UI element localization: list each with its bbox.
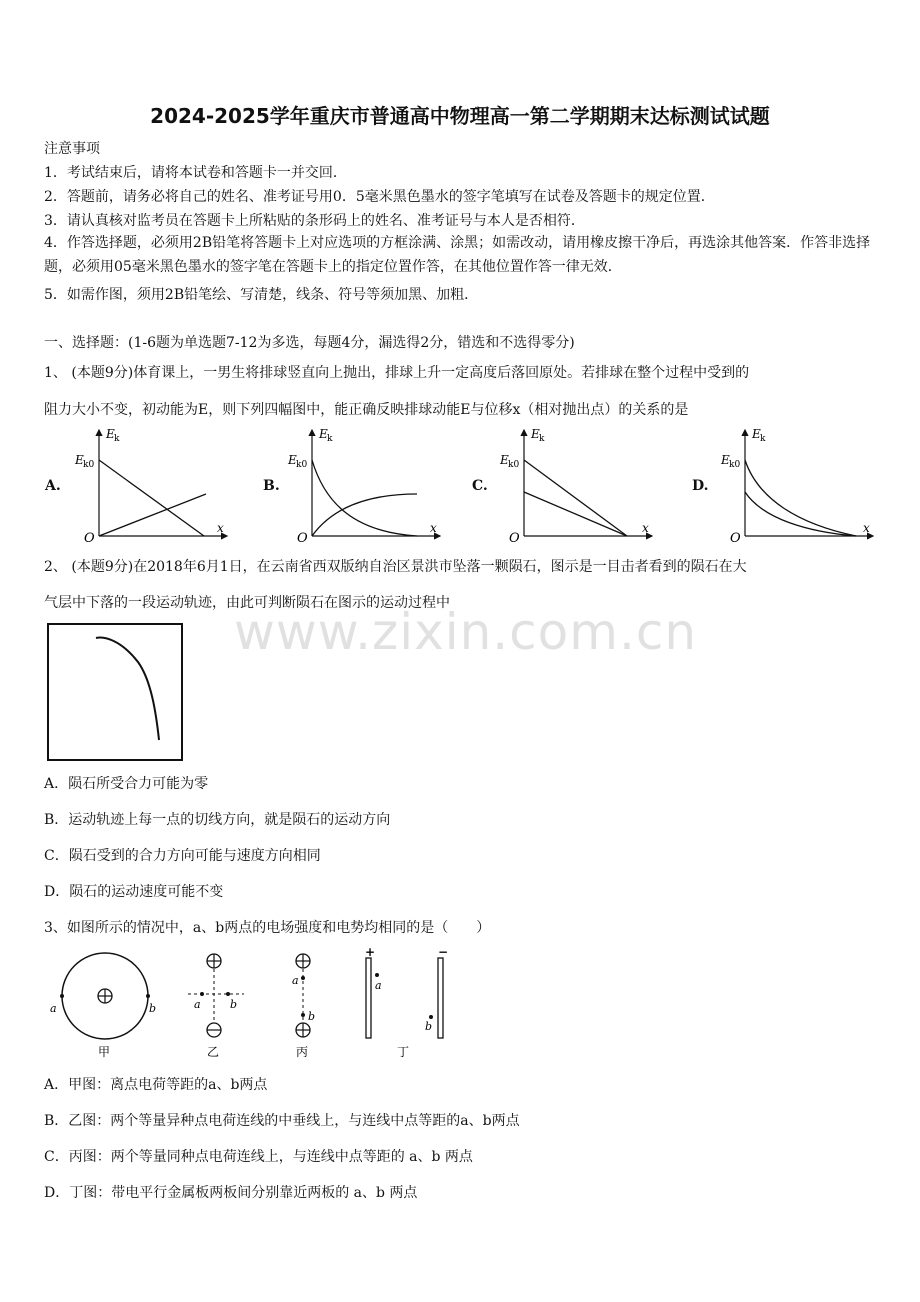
svg-text:x: x xyxy=(642,521,649,535)
figure-bing xyxy=(292,954,315,1059)
q3-option-c[interactable]: C．丙图：两个等量同种点电荷连线上，与连线中点等距的 a、b 两点 xyxy=(44,1149,473,1165)
page-title: 2024-2025学年重庆市普通高中物理高一第二学期期末达标测试试题 xyxy=(150,104,770,128)
question-3-stem: 3、如图所示的情况中，a、b两点的电场强度和电势均相同的是（ ） xyxy=(44,920,491,936)
svg-text:E: E xyxy=(500,453,509,467)
notice-item: 5．如需作图，须用2B铅笔绘、写清楚，线条、符号等须加黑、加粗． xyxy=(44,287,479,303)
notice-item: 1．考试结束后，请将本试卷和答题卡一并交回． xyxy=(44,165,347,181)
x-axis-label: x xyxy=(217,521,224,535)
q1-graph-a[interactable] xyxy=(72,424,232,546)
q3-field-figures[interactable] xyxy=(46,944,466,1062)
svg-text:O: O xyxy=(509,531,520,546)
svg-text:E: E xyxy=(531,427,540,441)
q3-option-a[interactable]: A．甲图：离点电荷等距的a、b两点 xyxy=(44,1077,268,1093)
svg-text:b: b xyxy=(149,1002,157,1015)
svg-text:k: k xyxy=(539,434,545,444)
figure-ding xyxy=(365,945,448,1059)
svg-text:k0: k0 xyxy=(729,460,741,470)
question-2-stem: 2、 (本题9分)在2018年6月1日，在云南省西双版纳自治区景洪市坠落一颗陨石，图示是一目击者看到的陨石在大 xyxy=(44,559,747,575)
svg-text:k: k xyxy=(327,434,333,444)
notice-item: 2．答题前，请务必将自己的姓名、准考证号用0．5毫米黑色墨水的签字笔填写在试卷及答题卡的规定位置． xyxy=(44,189,715,205)
q2-option-c[interactable]: C．陨石受到的合力方向可能与速度方向相同 xyxy=(44,848,321,864)
q3-option-d[interactable]: D．丁图：带电平行金属板两板间分别靠近两板的 a、b 两点 xyxy=(44,1185,418,1201)
svg-text:k0: k0 xyxy=(508,460,520,470)
svg-text:x: x xyxy=(430,521,437,535)
svg-text:a: a xyxy=(194,998,201,1011)
y-axis-label: E xyxy=(106,427,115,441)
figure-label-jia: 甲 xyxy=(98,1045,111,1059)
q1-graph-b[interactable] xyxy=(285,424,445,546)
svg-text:a: a xyxy=(292,974,299,987)
svg-text:E: E xyxy=(288,453,297,467)
svg-text:a: a xyxy=(50,1002,57,1015)
q1-option-b-label: B. xyxy=(263,478,280,494)
y0-label: E xyxy=(75,453,84,467)
question-1-stem-cont: 阻力大小不变，初动能为E，则下列四幅图中，能正确反映排球动能E与位移x（相对抛出点）的关系的是 xyxy=(44,402,689,418)
question-1-stem: 1、 (本题9分)体育课上，一男生将排球竖直向上抛出，排球上升一定高度后落回原处。若排球在整个过程中受到的 xyxy=(44,365,750,381)
watermark: www.zixin.com.cn xyxy=(234,603,698,661)
notice-item: 4．作答选择题，必须用2B铅笔将答题卡上对应选项的方框涂满、涂黑；如需改动，请用橡皮擦干净后，再选涂其他答案．作答非选择题，必须用05毫米黑色墨水的签字笔在答题卡上的指定位置作答，在其他位置作答一律无效． xyxy=(44,235,871,275)
q2-option-a[interactable]: A．陨石所受合力可能为零 xyxy=(44,776,209,792)
svg-text:b: b xyxy=(230,998,238,1011)
section-heading: 一、选择题：(1-6题为单选题7-12为多选，每题4分，漏选得2分，错选和不选得零分) xyxy=(44,335,575,351)
figure-label-yi: 乙 xyxy=(207,1045,220,1059)
svg-text:+: + xyxy=(365,945,376,959)
svg-text:O: O xyxy=(730,531,741,546)
q1-graph-d[interactable] xyxy=(718,424,878,546)
q3-option-b[interactable]: B．乙图：两个等量异种点电荷连线的中垂线上，与连线中点等距的a、b两点 xyxy=(44,1113,520,1129)
svg-text:k0: k0 xyxy=(296,460,308,470)
svg-text:b: b xyxy=(308,1010,316,1023)
q1-graph-c[interactable] xyxy=(497,424,657,546)
notice-item: 3．请认真核对监考员在答题卡上所粘贴的条形码上的姓名、准考证号与本人是否相符． xyxy=(44,213,585,229)
svg-text:E: E xyxy=(752,427,761,441)
svg-text:k0: k0 xyxy=(83,460,95,470)
q1-option-c-label: C. xyxy=(472,478,488,494)
q2-option-d[interactable]: D．陨石的运动速度可能不变 xyxy=(44,884,224,900)
svg-text:E: E xyxy=(721,453,730,467)
svg-text:b: b xyxy=(425,1020,433,1033)
figure-label-ding: 丁 xyxy=(397,1045,410,1059)
question-2-stem-cont: 气层中下落的一段运动轨迹，由此可判断陨石在图示的运动过程中 xyxy=(44,595,450,611)
svg-text:x: x xyxy=(863,521,870,535)
q1-option-a-label: A. xyxy=(45,478,61,494)
figure-yi xyxy=(188,954,244,1059)
q2-option-b[interactable]: B．运动轨迹上每一点的切线方向，就是陨石的运动方向 xyxy=(44,812,391,828)
svg-text:k: k xyxy=(114,434,120,444)
svg-text:−: − xyxy=(438,945,449,959)
svg-text:a: a xyxy=(375,979,382,992)
figure-label-bing: 丙 xyxy=(296,1045,309,1059)
svg-text:O: O xyxy=(297,531,308,546)
notice-heading: 注意事项 xyxy=(44,141,100,157)
meteor-trajectory-figure[interactable] xyxy=(46,622,184,762)
origin-label: O xyxy=(84,531,95,546)
figure-jia xyxy=(50,953,156,1059)
q1-option-d-label: D. xyxy=(692,478,709,494)
svg-text:E: E xyxy=(319,427,328,441)
svg-text:k: k xyxy=(760,434,766,444)
